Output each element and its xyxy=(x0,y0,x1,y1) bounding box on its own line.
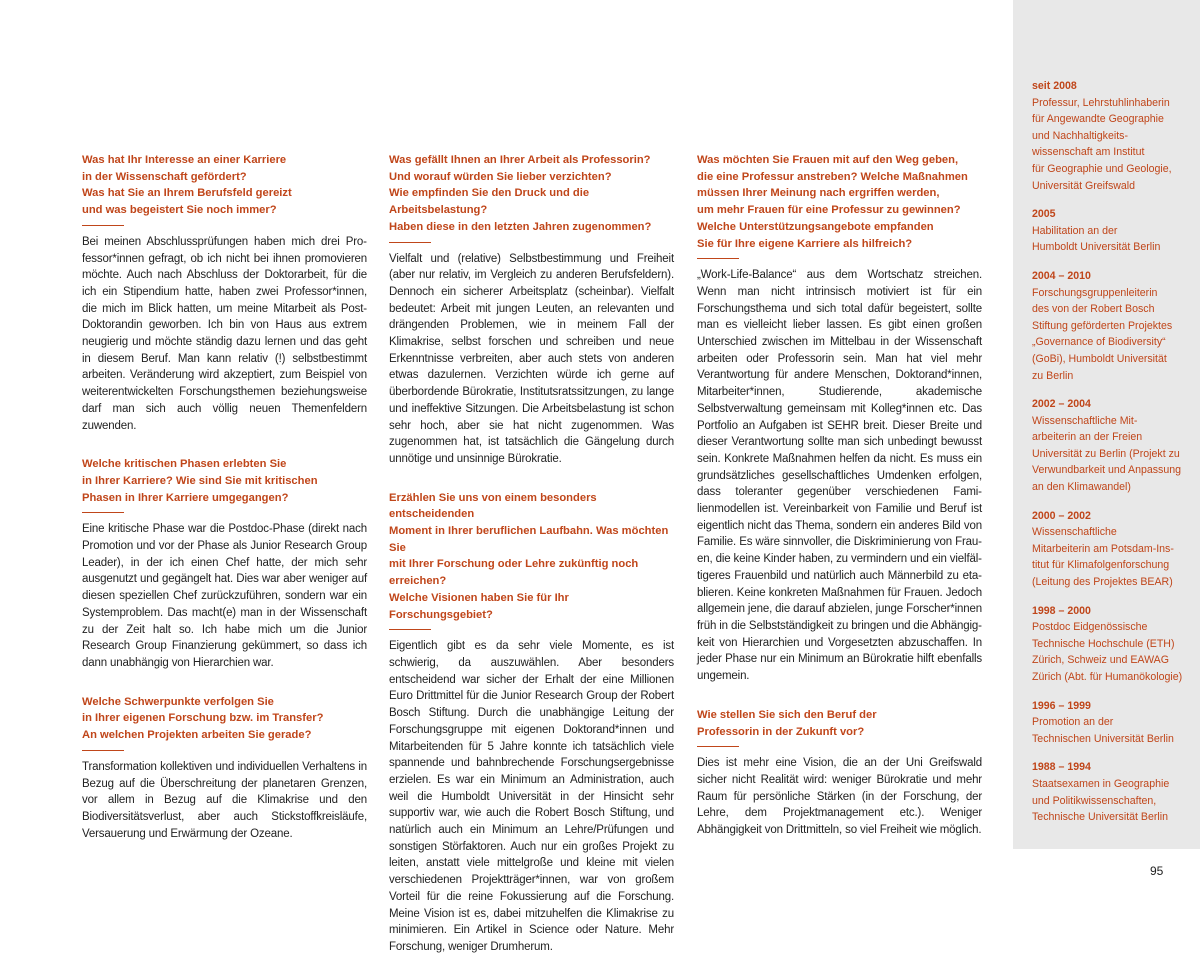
cv-description: Habilitation an der Humboldt Universität Berlin xyxy=(1032,224,1161,254)
question-heading: Was gefällt Ihnen an Ihrer Arbeit als Professorin? Und worauf würden Sie lieber verzichten? Wie empfinden Sie den Druck und die Arbeitsbelastung? Haben diese in den letzten Jahren zugenommen? xyxy=(389,154,652,233)
cv-entry xyxy=(1032,508,1192,591)
accent-rule xyxy=(82,225,124,226)
cv-entry xyxy=(1032,603,1192,686)
cv-description: Postdoc Eidgenössische Technische Hochschule (ETH) Zürich, Schweiz und EAWAG Zürich (Abt. für Humanökologie) xyxy=(1032,621,1183,683)
accent-rule xyxy=(697,746,739,747)
accent-rule xyxy=(697,258,739,259)
cv-period: 1988 – 1994 xyxy=(1032,761,1091,774)
cv-entry xyxy=(1032,206,1192,256)
cv-description: Professur, Lehrstuhlinhaberin für Angewandte Geographie und Nachhaltigkeits- wissenschaft am Institut für Geographie und Geologie, Universität Greifswald xyxy=(1032,96,1172,192)
accent-rule xyxy=(389,242,431,243)
cv-list xyxy=(1032,78,1192,838)
cv-period: seit 2008 xyxy=(1032,80,1077,92)
cv-description: Promotion an der Technischen Universität Berlin xyxy=(1032,716,1174,745)
cv-entry xyxy=(1032,759,1192,825)
answer-paragraph: „Work-Life-Balance“ aus dem Wortschatz streichen. Wenn man nicht intrinsisch motiviert ist für ein Forschungsthema und sich total dafür begeistert, sollte man es vielleicht lieber lassen. Es gibt einen großen Unterschied zwischen im Mittelbau in der Wissenschaft arbeiten oder Professorin sein. Man hat viel mehr Verantwortung für andere Menschen, Doktorand*innen, Mitarbeiter*innen, Studierende, akademische Selbstverwaltung gemeinsam mit Kolleg*innen etc. Das Portfolio an Aufgaben ist SEHR breit. Dieser Breite und dieser Verantwortung sollte man sich unbedingt bewusst sein. Konkrete Maßnahmen helfen da nicht. Es muss ein grundsätzliches gesellschaftliches Umdenken erfolgen, dass toleranter gegenüber verschiedenen Familienmodellen ist. Vereinbarkeit von Familie und Beruf ist eigentlich nicht das Thema, sondern ein anderes Bild von Familie. Es wäre sinnvoller, die Diskriminierung von Frauen, die keine Kinder haben, zu vermindern und ein vielfältigeres Frauenbild und natürlich auch Männerbild zu etablieren. Keine konkreten Maßnahmen für Frauen. Jedoch allgemein jene, die darauf abzielen, junge Forscher*innen früh in die Selbstständigkeit zu bringen und die Abhängigkeit von Hierarchien und Vorgesetzten abzuschaffen. In jeder Phase nur ein Minimum an Bürokratie hilft ebenfalls ungemein. xyxy=(697,269,982,683)
answer-paragraph: Transformation kollektiven und individuellen Verhaltens in Bezug auf die Überschreitung der planetaren Grenzen, vor allem in Bezug auf die Klimakrise und den Biodiversitätsverlust, aber auch Stickstoffkreisläufe, Versauerung und Erwärmung der Ozeane. xyxy=(82,760,367,840)
question-heading: Welche kritischen Phasen erlebten Sie in Ihrer Karriere? Wie sind Sie mit kritischen Phasen in Ihrer Karriere umgegangen? xyxy=(82,458,318,504)
answer-paragraph: Bei meinen Abschlussprüfungen haben mich drei Professor*innen gefragt, ob ich nicht bei ihnen promovieren möchte. Auch nach Abschluss der Doktorarbeit, für die ich ein Stipendium hatte, haben zwei Professor*innen, die mich im Blick hatten, um meine Mitarbeit als Post-Doktorandin geworben. Ich bin von Haus aus extrem neugierig und möchte ständig dazu lernen und das geht in diesem Beruf. Man kann relativ (!) selbstbestimmt arbeiten. Veränderung wird akzeptiert, zum Beispiel von weiterentwickelten Forschungsthemen beziehungsweise darf man sich auch völlig neuen Themenfeldern zuwenden. xyxy=(82,235,367,432)
question-heading: Was möchten Sie Frauen mit auf den Weg geben, die eine Professur anstreben? Welche Maßnahmen müssen Ihrer Meinung nach ergriffen werden, um mehr Frauen für eine Professur zu gewinnen? Welche Unterstützungsangebote empfanden Sie für Ihre eigene Karriere als hilfreich? xyxy=(697,154,968,250)
interview-column-3 xyxy=(697,152,982,861)
question-heading: Welche Schwerpunkte verfolgen Sie in Ihrer eigenen Forschung bzw. im Transfer? An welchen Projekten arbeiten Sie gerade? xyxy=(82,695,324,742)
accent-rule xyxy=(82,512,124,513)
question-heading: Was hat Ihr Interesse an einer Karriere in der Wissenschaft gefördert? Was hat Sie an Ihrem Berufsfeld gereizt und was begeistert Sie noch immer? xyxy=(82,154,292,217)
cv-entry xyxy=(1032,698,1192,748)
cv-entry xyxy=(1032,268,1192,384)
interview-column-2 xyxy=(389,152,674,978)
accent-rule xyxy=(389,629,431,630)
cv-period: 2002 – 2004 xyxy=(1032,398,1091,411)
question-heading: Wie stellen Sie sich den Beruf der Professorin in der Zukunft vor? xyxy=(697,708,877,738)
accent-rule xyxy=(82,750,124,751)
cv-period: 2000 – 2002 xyxy=(1032,509,1091,522)
cv-description: Forschungsgruppenleiterin des von der Robert Bosch Stiftung geförderten Projektes „Governance of Biodiversity“ (GoBi), Humboldt Universität zu Berlin xyxy=(1032,286,1173,382)
cv-period: 2004 – 2010 xyxy=(1032,269,1091,282)
answer-paragraph: Dies ist mehr eine Vision, die an der Uni Greifswald sicher nicht Realität wird: weniger Bürokratie und mehr Raum für persönliche Stärken (in der Forschung, der Lehre, dem Projektmanagement etc.). Weniger Abhängigkeit von Drittmitteln, so viel Freiheit wie möglich. xyxy=(697,757,982,837)
page-number: 95 xyxy=(1150,864,1164,878)
cv-entry xyxy=(1032,78,1192,194)
cv-description: Staatsexamen in Geographie und Politikwissenschaften, Technische Universität Berlin xyxy=(1032,777,1170,824)
cv-description: Wissenschaftliche Mit- arbeiterin an der Freien Universität zu Berlin (Projekt zu Verwundbarkeit und Anpassung an den Klimawandel) xyxy=(1032,414,1182,494)
cv-period: 1996 – 1999 xyxy=(1032,699,1091,712)
cv-description: Wissenschaftliche Mitarbeiterin am Potsdam-Ins- titut für Klimafolgenforschung (Leitung des Projektes BEAR) xyxy=(1032,526,1174,589)
answer-paragraph: Eigentlich gibt es da sehr viele Momente, es ist schwierig, da auszuwählen. Aber besonders entscheidend war sicher der Erhalt der eine Millionen Euro Drittmittel für die Junior Research Group der Robert Bosch Stiftung. Durch die unabhängige Leitung der Forschungsgruppe mit eigenen Doktorand*innen und Mitarbeitenden für 5 Jahre konnte ich tatsächlich viele spannende und bahnbrechende Forschungsergebnisse erzielen. Es war ein Minimum an Administration, auch weil die Humboldt Universität in der Hinsicht sehr supportiv war, wie auch die Robert Bosch Stiftung, und natürlich auch ein Minimum an Lehre/Prüfungen und sonstigen Störfaktoren. Auch nur ein großes Projekt zu leiten, anstatt viele mittelgroße und kleine mit vielen verschiedenen Projektträger*innen, war von großem Vorteil für die reine Fokussierung auf die Forschung. Meine Vision ist es, dabei mitzuhelfen die Klimakrise zu minimieren. Ein Artikel in Science oder Nature. Mehr Forschung, weniger Drumherum. xyxy=(389,640,674,953)
cv-period: 2005 xyxy=(1032,208,1056,221)
question-heading: Erzählen Sie uns von einem besonders entscheidenden Moment in Ihrer beruflichen Laufbahn. Was möchten Sie mit Ihrer Forschung oder Lehre zukünftig noch erreichen? Welche Visionen haben Sie für Ihr Forschungsgebiet? xyxy=(389,491,669,621)
answer-paragraph: Vielfalt und (relative) Selbstbestimmung und Freiheit (aber nur relativ, im Vergleich zu anderen Berufsfeldern). Dennoch ein sicherer Arbeitsplatz (scheinbar). Vielfalt bedeutet: Arbeit mit jungen Leuten, an relevanten und drängenden Problemen, wie in meinem Fall der Klimakrise, selbst forschen und schreiben und neue Erkenntnisse verbreiten, aber auch stets von anderen etwas dazulernen. Verzichten würde ich gerne auf überbordende Bürokratie, Institutsratssitzungen, zu lange und ineffektive Sitzungen. Die Arbeitsbelastung ist schon sehr hoch, aber sie hat nicht zugenommen. Was zugenommen hat, ist tatsächlich die Gängelung durch unnötige und unsinnige Bürokratie. xyxy=(389,252,674,465)
interview-column-1 xyxy=(82,152,367,864)
cv-period: 1998 – 2000 xyxy=(1032,604,1091,617)
answer-paragraph: Eine kritische Phase war die Postdoc-Phase (direkt nach Promotion und vor der Phase als Junior Research Group Leader), in der ich einen Chef hatte, der mich sehr ausgenutzt und gegängelt hat. Dies war aber weniger auf diesen speziellen Chef zurückzuführen, sondern war ein Systemproblem. Das macht(e) man in der Wissenschaft zu der Zeit halt so. Ich habe mich um die Junior Research Group Finanzierung gekümmert, so dass ich dann unabhängig von Hierarchien war. xyxy=(82,523,367,669)
cv-entry xyxy=(1032,396,1192,496)
